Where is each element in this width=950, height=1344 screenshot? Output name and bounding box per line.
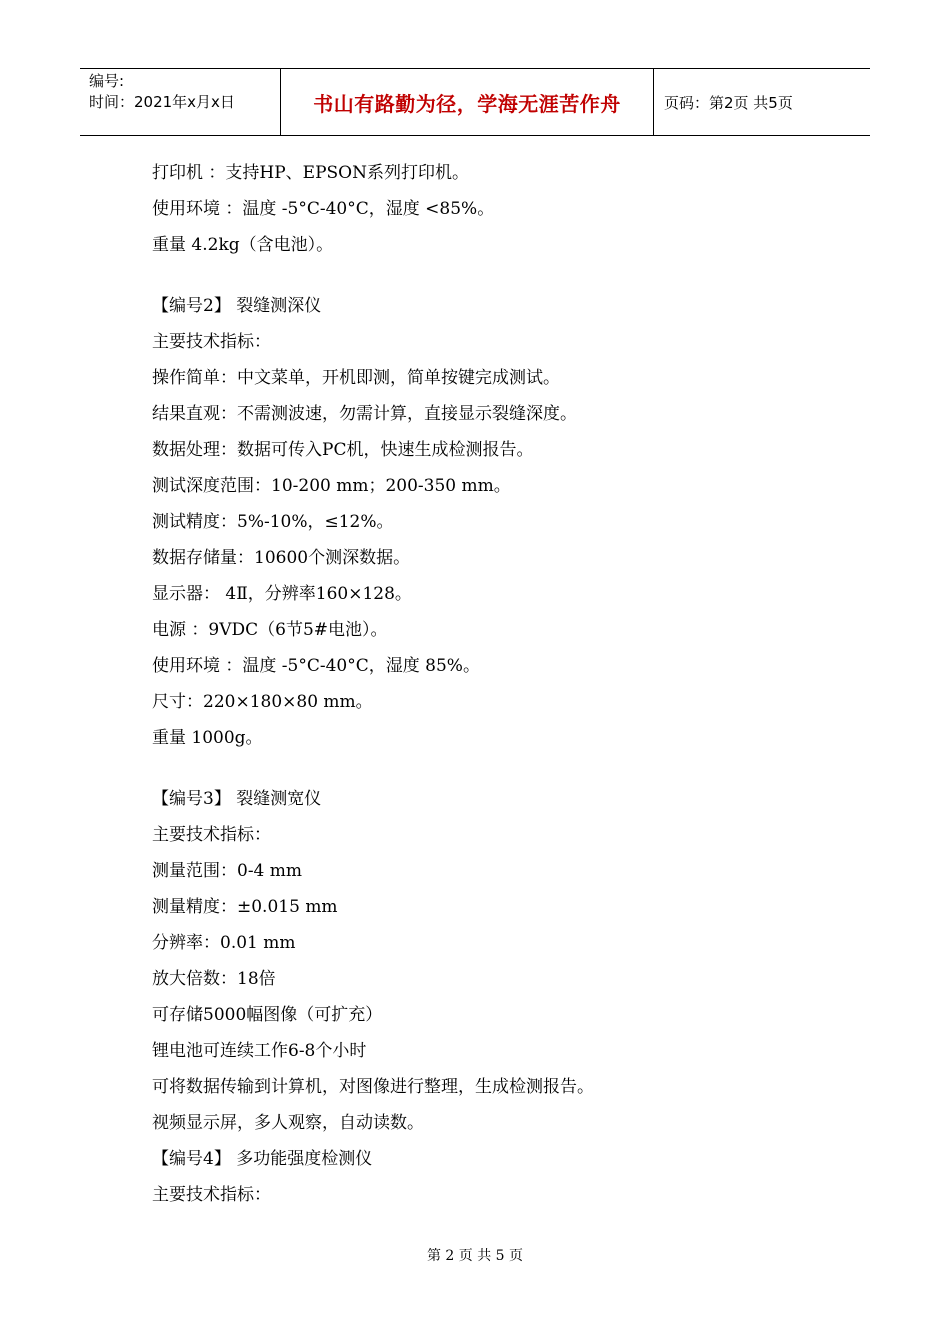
text-line: 尺寸：220×180×80 mm。 bbox=[152, 692, 373, 712]
text-line: 打印机 ：支持HP、EPSON系列打印机。 bbox=[152, 163, 469, 183]
text-line: 重量 4.2kg（含电池）。 bbox=[152, 235, 334, 255]
paragraph-gap bbox=[152, 263, 852, 288]
section-heading-2: 【编号2】 裂缝测深仪 bbox=[152, 296, 322, 316]
text-line: 可将数据传输到计算机，对图像进行整理，生成检测报告。 bbox=[152, 1077, 594, 1097]
text-line: 主要技术指标： bbox=[152, 332, 271, 352]
text-line: 锂电池可连续工作6-8个小时 bbox=[152, 1041, 367, 1061]
text-line: 测量范围：0-4 mm bbox=[152, 861, 303, 881]
text-line: 测试深度范围：10-200 mm；200-350 mm。 bbox=[152, 476, 511, 496]
text-line: 显示器： 4Ⅱ，分辨率160×128。 bbox=[152, 584, 412, 604]
paragraph-gap bbox=[152, 756, 852, 781]
text-line: 电源 ：9VDC（6节5#电池）。 bbox=[152, 620, 388, 640]
section-heading-4: 【编号4】 多功能强度检测仪 bbox=[152, 1149, 373, 1169]
section-heading-3: 【编号3】 裂缝测宽仪 bbox=[152, 789, 322, 809]
text-line: 主要技术指标： bbox=[152, 1185, 271, 1205]
text-line: 可存储5000幅图像（可扩充） bbox=[152, 1005, 383, 1025]
text-line: 操作简单：中文菜单，开机即测，简单按键完成测试。 bbox=[152, 368, 560, 388]
text-line: 使用环境 ：温度 -5°C-40°C，湿度 <85%。 bbox=[152, 199, 495, 219]
header-page-number: 页码：第2页 共5页 bbox=[664, 93, 793, 112]
text-line: 测试精度：5%-10%，≤12%。 bbox=[152, 512, 394, 532]
document-body bbox=[152, 155, 852, 1213]
header-motto: 书山有路勤为径，学海无涯苦作舟 bbox=[281, 69, 654, 135]
text-line: 使用环境 ：温度 -5°C-40°C，湿度 85%。 bbox=[152, 656, 480, 676]
text-line: 数据存储量：10600个测深数据。 bbox=[152, 548, 411, 568]
text-line: 分辨率：0.01 mm bbox=[152, 933, 296, 953]
number-label: 编号: bbox=[89, 72, 125, 90]
text-line: 结果直观：不需测波速，勿需计算，直接显示裂缝深度。 bbox=[152, 404, 577, 424]
text-line: 重量 1000g。 bbox=[152, 728, 263, 748]
time-label: 时间：2021年x月x日 bbox=[89, 93, 235, 111]
text-line: 数据处理：数据可传入PC机，快速生成检测报告。 bbox=[152, 440, 534, 460]
text-line: 测量精度：±0.015 mm bbox=[152, 897, 338, 917]
page-header bbox=[80, 68, 870, 136]
text-line: 放大倍数：18倍 bbox=[152, 969, 276, 989]
text-line: 视频显示屏，多人观察，自动读数。 bbox=[152, 1113, 424, 1133]
page-footer: 第 2 页 共 5 页 bbox=[426, 1248, 524, 1264]
text-line: 主要技术指标： bbox=[152, 825, 271, 845]
header-meta bbox=[80, 69, 281, 135]
